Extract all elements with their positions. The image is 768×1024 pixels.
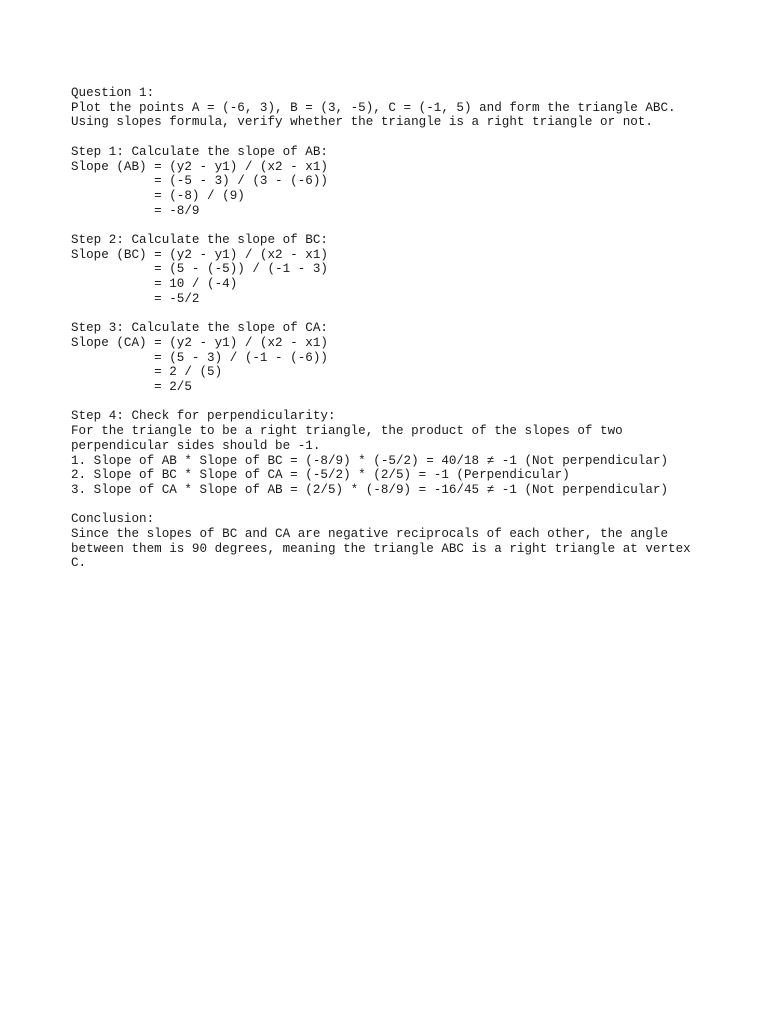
- question-heading: Question 1:: [71, 86, 155, 100]
- step4-check-line: 2. Slope of BC * Slope of CA = (-5/2) * (2/5) = -1 (Perpendicular): [71, 468, 570, 483]
- conclusion-heading: Conclusion:: [71, 512, 155, 527]
- step1-work-line: = (-8) / (9): [71, 188, 245, 203]
- step4-section: [71, 409, 751, 497]
- spacer: [71, 307, 751, 322]
- spacer: [71, 498, 751, 513]
- step3-work-line: = (5 - 3) / (-1 - (-6)): [71, 350, 328, 365]
- step1-work-line: Slope (AB) = (y2 - y1) / (x2 - x1): [71, 159, 328, 174]
- step3-section: [71, 321, 751, 395]
- question-text-line: Plot the points A = (-6, 3), B = (3, -5), C = (-1, 5) and form the triangle ABC.: [71, 100, 676, 115]
- step1-heading: Step 1: Calculate the slope of AB:: [71, 144, 328, 159]
- conclusion-text-line: between them is 90 degrees, meaning the triangle ABC is a right triangle at vertex: [71, 541, 691, 556]
- document-body: [71, 86, 751, 571]
- step4-heading: Step 4: Check for perpendicularity:: [71, 409, 336, 424]
- step3-work-line: = 2 / (5): [71, 365, 223, 380]
- step2-work-line: Slope (BC) = (y2 - y1) / (x2 - x1): [71, 247, 328, 262]
- step4-check-line: 1. Slope of AB * Slope of BC = (-8/9) * (-5/2) = 40/18 ≠ -1 (Not perpendicular): [71, 453, 669, 468]
- step2-heading: Step 2: Calculate the slope of BC:: [71, 233, 328, 247]
- step1-result-line: = -8/9: [71, 203, 200, 218]
- step2-work-line: = 10 / (-4): [71, 277, 238, 292]
- step3-heading: Step 3: Calculate the slope of CA:: [71, 321, 328, 336]
- question-section: [71, 86, 751, 130]
- step1-work-line: = (-5 - 3) / (3 - (-6)): [71, 174, 328, 189]
- conclusion-text-line: Since the slopes of BC and CA are negative reciprocals of each other, the angle: [71, 527, 669, 542]
- step2-section: [71, 233, 751, 307]
- step2-result-line: = -5/2: [71, 291, 200, 306]
- question-text-line: Using slopes formula, verify whether the triangle is a right triangle or not.: [71, 115, 653, 130]
- spacer: [71, 130, 751, 145]
- step1-section: [71, 145, 751, 219]
- spacer: [71, 395, 751, 410]
- conclusion-text-line: C.: [71, 556, 87, 571]
- step3-result-line: = 2/5: [71, 380, 192, 395]
- step2-work-line: = (5 - (-5)) / (-1 - 3): [71, 262, 328, 277]
- step4-check-line: 3. Slope of CA * Slope of AB = (2/5) * (-8/9) = -16/45 ≠ -1 (Not perpendicular): [71, 482, 669, 497]
- step4-intro-line: For the triangle to be a right triangle, the product of the slopes of two: [71, 424, 623, 439]
- step3-work-line: Slope (CA) = (y2 - y1) / (x2 - x1): [71, 335, 328, 350]
- spacer: [71, 218, 751, 233]
- step4-intro-line: perpendicular sides should be -1.: [71, 438, 321, 453]
- conclusion-section: [71, 512, 751, 571]
